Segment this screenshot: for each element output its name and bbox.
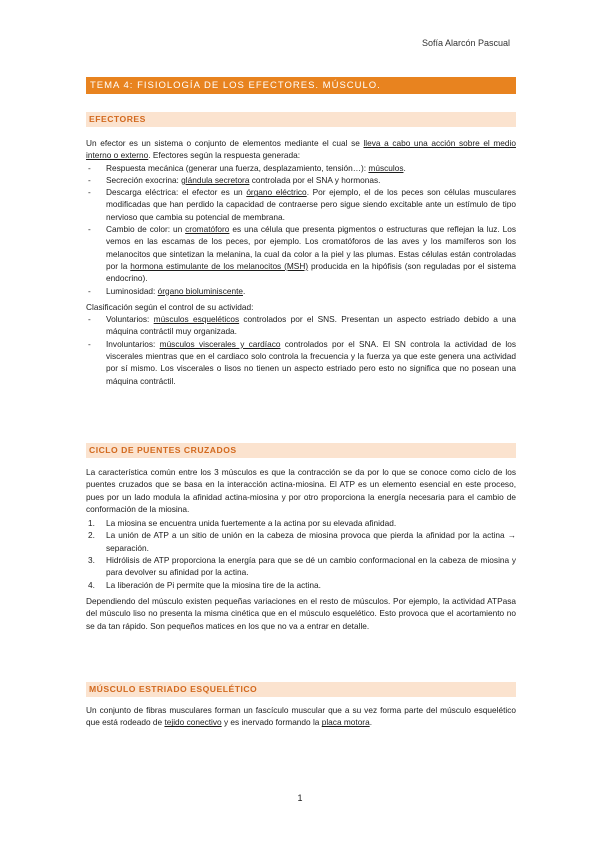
section-heading-estriado: MÚSCULO ESTRIADO ESQUELÉTICO [86, 682, 516, 697]
ciclo-block [86, 466, 516, 632]
list-item: - Secreción exocrina: glándula secretora controlada por el SNA y hormonas. [86, 174, 516, 186]
list-item: - Cambio de color: un cromatóforo es una célula que presenta pigmentos o estructuras que reflejan la luz. Los vemos en las escamas de los peces, por ejemplo. Los cromatóforos de las aves y los mamíferos son los melanocitos que sintetizan la melanina, la cual da color a la piel y las plumas. Estas células están controladas por la hormona estimulante de los melanocitos (MSH) producida en la hipófisis (son reguladas por el sistema endocrino). [86, 223, 516, 284]
list-item: 1. La miosina se encuentra unida fuertemente a la actina por su elevada afinidad. [88, 518, 397, 529]
author-name: Sofía Alarcón Pascual [421, 38, 510, 48]
page-number: 1 [297, 793, 303, 803]
list-item: 2. La unión de ATP a un sitio de unión en la cabeza de miosina provoca que pierda la afinidad por la actina → separación. [88, 530, 516, 553]
list-item: - Voluntarios: músculos esqueléticos controlados por el SNS. Presentan un aspecto estriado debido a una máquina contráctil muy organizada. [86, 313, 516, 338]
list-item: - Descarga eléctrica: el efector es un órgano eléctrico. Por ejemplo, el de los peces son células musculares modificadas que han perdido la capacidad de contraerse pero sigue siendo excitable ante un estímulo de tipo nervioso que cambia su potencial de membrana. [86, 186, 516, 223]
list-item: - Involuntarios: músculos viscerales y cardíaco controlados por el SNA. El SN controla la actividad de los viscerales mientras que en el cardiaco solo controla la frecuencia y la fuerza ya que este genera una actividad por sí mismo. Los viscerales o lisos no tienen un aspecto estriado pero esto no significa que no posean una máquina contráctil. [86, 338, 516, 387]
efectores-intro: Un efector es un sistema o conjunto de elementos mediante el cual se lleva a cabo una acción sobre el medio interno o externo. Efectores según la respuesta generada: [86, 138, 516, 161]
list-item: - Luminosidad: órgano bioluminiscente. [86, 285, 516, 297]
list-item: 3. Hidrólisis de ATP proporciona la energía para que se dé un cambio conformacional en la cabeza de miosina y para devolver su afinidad por la actina. [88, 555, 516, 578]
section-heading-ciclo: CICLO DE PUENTES CRUZADOS [86, 443, 516, 458]
control-intro: Clasificación según el control de su actividad: [86, 301, 254, 312]
page-title: TEMA 4: FISIOLOGÍA DE LOS EFECTORES. MÚSCULO. [86, 77, 516, 94]
efectores-block [86, 137, 516, 387]
efectores-list [86, 162, 516, 297]
section-heading-efectores: EFECTORES [86, 112, 516, 127]
ciclo-intro: La característica común entre los 3 músculos es que la contracción se da por lo que se conoce como ciclo de los puentes cruzados que se basa en la interacción actina-miosina. El ATP es un elemento esencial en este proceso, pues por un lado modula la afinidad actina-miosina y por otro proporciona la energía necesaria para el cambio de conformación de la miosina. [86, 467, 516, 514]
control-list [86, 313, 516, 387]
estriado-block [86, 704, 516, 729]
list-item: - Respuesta mecánica (generar una fuerza, desplazamiento, tensión…): músculos. [86, 162, 516, 174]
ciclo-steps [86, 517, 516, 591]
list-item: 4. La liberación de Pi permite que la miosina tire de la actina. [88, 579, 321, 590]
estriado-text: Un conjunto de fibras musculares forman un fascículo muscular que a su vez forma parte del músculo esquelético que está rodeado de tejido conectivo y es inervado formando la placa motora. [86, 705, 516, 728]
ciclo-outro: Dependiendo del músculo existen pequeñas variaciones en el resto de músculos. Por ejemplo, la actividad ATPasa del músculo liso no presenta la misma cinética que en el músculo esquelético. Esto provoca que el acortamiento no se da tan rápido. Son pequeños matices en los que no va a entrar en detalle. [86, 595, 516, 631]
